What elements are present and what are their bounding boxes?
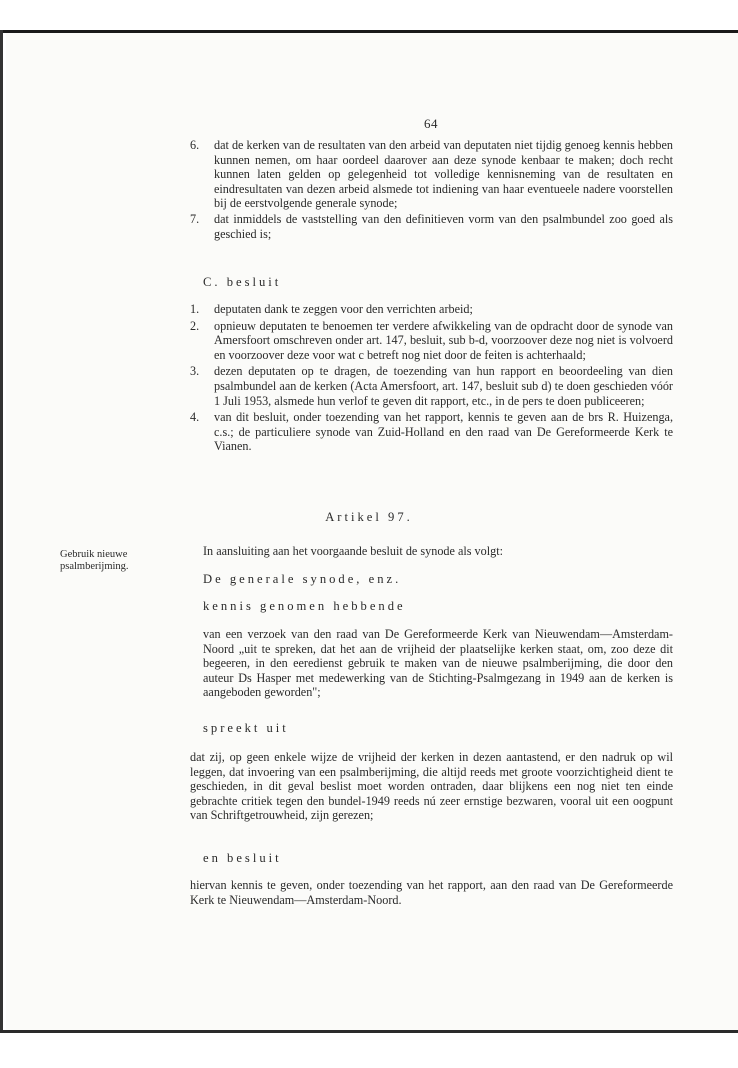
- section-c-heading: C. besluit: [203, 275, 282, 289]
- synod-line: De generale synode, enz.: [203, 572, 402, 586]
- decision-list: [190, 302, 673, 454]
- spreekt-line: spreekt uit: [203, 721, 289, 735]
- list-item: [190, 319, 673, 363]
- intro-line: In aansluiting aan het voorgaande besluit de synode als volgt:: [203, 544, 503, 558]
- list-item: [190, 410, 673, 454]
- spreekt-paragraph: dat zij, op geen enkele wijze de vrijheid der kerken in dezen aantastend, er den nadruk op wil leggen, dat invoering van een psalmberijming, die altijd reeds met groote voorzichtigheid dient te geschieden, in dit geval beslist moet worden ontraden, daar blijkens een nog niet ten einde gebrachte critiek tegen den bundel-1949 reeds nú zeer ernstige bezwaren, vooral uit een oogpunt van Schriftgetrouwheid, zijn gerezen;: [190, 750, 673, 823]
- besluit-line: en besluit: [203, 851, 282, 865]
- kennis-line: kennis genomen hebbende: [203, 599, 406, 613]
- list-number: 4.: [190, 410, 200, 425]
- scan-edge-bottom: [0, 1030, 738, 1033]
- margin-note: Gebruik nieuwe psalmberijming.: [60, 549, 129, 572]
- list-number: 2.: [190, 318, 200, 333]
- list-number: 7.: [190, 211, 200, 226]
- page-number: 64: [424, 116, 438, 131]
- article-heading: Artikel 97.: [325, 510, 413, 524]
- list-item: [190, 364, 673, 408]
- list-number: 3.: [190, 364, 200, 379]
- list-text: opnieuw deputaten te benoemen ter verdere afwikkeling van de opdracht door de synode van Amersfoort omschreven onder art. 147, besluit, sub b-d, voorzoover deze nog niet is volvoerd en voorzoover deze voor wat c betreft nog niet door de feiten is achterhaald;: [214, 318, 673, 362]
- list-number: 6.: [190, 138, 200, 152]
- list-number: 1.: [190, 302, 200, 316]
- list-item: [190, 302, 673, 317]
- list-item: [190, 212, 673, 241]
- list-text: van dit besluit, onder toezending van het rapport, kennis te geven aan de brs R. Huizenga, c.s.; de particuliere synode van Zuid-Holland en den raad van De Gereformeerde Kerk te Vianen.: [214, 410, 673, 454]
- list-text: deputaten dank te zeggen voor den verrichten arbeid;: [214, 302, 473, 316]
- scan-edge-left: [0, 30, 3, 1033]
- request-paragraph: van een verzoek van den raad van De Gereformeerde Kerk van Nieuwendam—Amsterdam-Noord „uit te spreken, dat het aan de vrijheid der plaatselijke kerken staat, om, zoo deze dit begeeren, in den eeredienst gebruik te maken van de nieuwe psalmberijming, die door den auteur Ds Hasper met medewerking van de Stichting-Psalmgezang in 1949 aan de kerken is aangeboden geworden";: [203, 627, 673, 700]
- list-item: [190, 138, 673, 211]
- list-text: dat de kerken van de resultaten van den arbeid van deputaten niet tijdig genoeg kennis hebben kunnen nemen, om haar oordeel daarover aan deze synode kenbaar te maken; doch recht kunnen laten gelden op gelegenheid tot volledige kennisneming van de resultaten en eindresultaten van dezen arbeid alsmede tot indiening van haar eventueele nadere voorstellen bij de eerstvolgende generale synode;: [214, 138, 673, 211]
- considerations-list: [190, 138, 673, 241]
- list-text: dat inmiddels de vaststelling van den definitieven vorm van den psalmbundel zoo goed als geschied is;: [214, 211, 673, 241]
- final-paragraph: hiervan kennis te geven, onder toezending van het rapport, aan den raad van De Gereformeerde Kerk te Nieuwendam—Amsterdam-Noord.: [190, 878, 673, 907]
- list-text: dezen deputaten op te dragen, de toezending van hun rapport en beoordeeling van dien psalmbundel aan de kerken (Acta Amersfoort, art. 147, besluit sub d) te doen geschieden vóór 1 Juli 1953, alsmede hun verlof te geven dit rapport, etc., in de pers te doen publiceeren;: [214, 364, 673, 408]
